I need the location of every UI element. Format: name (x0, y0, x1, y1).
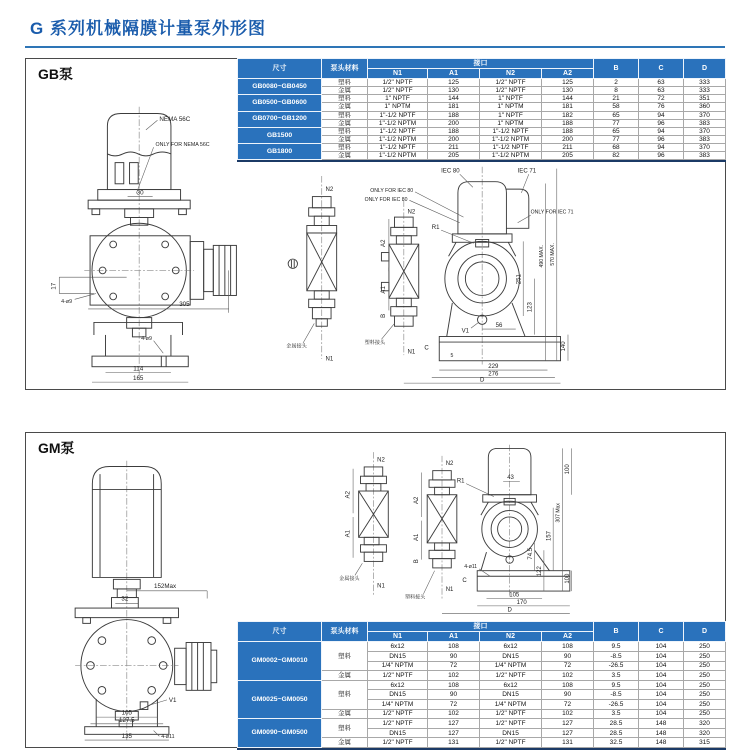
spec-value-cell: 72 (639, 95, 684, 103)
spec-value-cell: DN15 (368, 728, 428, 738)
spec-value-cell: 108 (428, 642, 480, 652)
dim-label: 114 (133, 365, 144, 373)
dim-label: 30 (136, 189, 144, 197)
spec-value-cell: 63 (639, 87, 684, 95)
flow-direction-symbol (288, 259, 297, 268)
spec-value-cell: 96 (639, 135, 684, 143)
material-cell: 塑料 (322, 719, 368, 738)
spec-value-cell: 250 (684, 661, 726, 671)
spec-value-cell: 182 (542, 111, 594, 119)
spec-value-cell: 1" NPTF (368, 95, 428, 103)
port-label: N2 (325, 186, 334, 193)
model-range-cell: GB0700~GB1200 (238, 111, 322, 127)
part-label: V1 (461, 328, 470, 335)
spec-value-cell: -8.5 (594, 652, 639, 662)
spec-value-cell: 104 (639, 700, 684, 710)
spec-value-cell: 1"-1/2 NPTF (368, 127, 428, 135)
spec-value-cell: 68 (594, 144, 639, 152)
spec-row (238, 642, 726, 652)
spec-value-cell: 104 (639, 680, 684, 690)
dim-label: 4-ø9 (61, 299, 73, 306)
spec-value-cell: 205 (428, 152, 480, 160)
dim-label: 100 (564, 573, 571, 584)
col-size: 尺寸 (238, 622, 322, 642)
port-label: N1 (325, 356, 334, 363)
spec-value-cell: 1"-1/2 NPTM (368, 152, 428, 160)
dim-label: 229 (488, 364, 499, 371)
spec-value-cell: 1/2" NPTF (368, 671, 428, 681)
col-a1: A1 (428, 69, 480, 79)
material-cell: 塑料 (322, 144, 368, 152)
spec-value-cell: 127 (542, 719, 594, 729)
spec-value-cell: 333 (684, 79, 726, 87)
spec-value-cell: 188 (542, 127, 594, 135)
port-label: N1 (407, 349, 416, 356)
spec-value-cell: 1/2" NPTF (368, 719, 428, 729)
spec-value-cell: 108 (542, 642, 594, 652)
spec-value-cell: 1/2" NPTF (368, 79, 428, 87)
material-cell: 金属 (322, 709, 368, 719)
part-label: V1 (168, 696, 177, 704)
col-interface: 接口 (368, 59, 594, 69)
port-label: N2 (445, 461, 454, 468)
spec-value-cell: 96 (639, 152, 684, 160)
spec-value-cell: 94 (639, 144, 684, 152)
col-n1: N1 (368, 632, 428, 642)
spec-value-cell: 6x12 (480, 642, 542, 652)
dim-label: 32 (121, 595, 129, 603)
dim-label: B (381, 313, 388, 318)
part-label: R1 (456, 478, 465, 485)
model-range-cell: GB1800 (238, 144, 322, 160)
dim-label: 100 (564, 464, 571, 475)
spec-row (238, 95, 726, 103)
note-label: ONLY FOR IEC 80 (364, 197, 408, 204)
motor-standard-label: IEC 71 (517, 168, 537, 175)
col-a2: A2 (542, 69, 594, 79)
dim-label: 170 (516, 600, 527, 607)
spec-value-cell: 148 (639, 728, 684, 738)
spec-value-cell: 127 (428, 728, 480, 738)
spec-value-cell: 250 (684, 671, 726, 681)
header-row (238, 622, 726, 632)
spec-value-cell: 1"-1/2 NPTM (368, 119, 428, 127)
spec-value-cell: 1" NPTM (480, 119, 542, 127)
plastic-connector-label: 塑料接头 (364, 339, 386, 346)
spec-value-cell: 104 (639, 690, 684, 700)
spec-value-cell: 65 (594, 127, 639, 135)
spec-value-cell: 108 (428, 680, 480, 690)
dim-label: C (424, 345, 429, 352)
spec-value-cell: 58 (594, 103, 639, 111)
material-cell: 塑料 (322, 127, 368, 135)
spec-value-cell: 125 (542, 79, 594, 87)
spec-value-cell: 8 (594, 87, 639, 95)
dim-label: C (462, 577, 467, 584)
col-c: C (639, 622, 684, 642)
spec-value-cell: DN15 (480, 728, 542, 738)
spec-value-cell: 250 (684, 700, 726, 710)
dim-label: 251 (516, 274, 523, 285)
spec-value-cell: 181 (428, 103, 480, 111)
dim-label: 490 MAX. (538, 244, 545, 268)
dim-label: B (413, 559, 420, 564)
material-cell: 金属 (322, 87, 368, 95)
material-cell: 金属 (322, 103, 368, 111)
spec-value-cell: 72 (428, 661, 480, 671)
gb-section-label: GB泵 (38, 66, 73, 82)
spec-row (238, 111, 726, 119)
dim-label: 56 (495, 323, 503, 330)
gm-front-view-drawing (46, 455, 243, 742)
model-range-cell: GB0500~GB0600 (238, 95, 322, 111)
material-cell: 塑料 (322, 95, 368, 103)
spec-value-cell: 90 (428, 652, 480, 662)
base-outline (477, 571, 570, 591)
spec-value-cell: 200 (428, 119, 480, 127)
spec-value-cell: 370 (684, 144, 726, 152)
dim-label: 74.5 (527, 547, 534, 560)
spec-value-cell: 102 (428, 709, 480, 719)
spec-value-cell: 77 (594, 135, 639, 143)
spec-value-cell: 1/2" NPTF (480, 738, 542, 748)
spec-value-cell: -26.5 (594, 700, 639, 710)
spec-value-cell: 102 (542, 671, 594, 681)
model-range-cell: GM0002~GM0010 (238, 642, 322, 680)
model-range-cell: GM0025~GM0050 (238, 680, 322, 718)
spec-value-cell: 28.5 (594, 719, 639, 729)
col-material: 泵头材料 (322, 59, 368, 79)
spec-value-cell: 1/2" NPTF (480, 87, 542, 95)
material-cell: 塑料 (322, 111, 368, 119)
spec-value-cell: 9.5 (594, 680, 639, 690)
spec-value-cell: 1"-1/2 NPTM (480, 135, 542, 143)
material-cell: 金属 (322, 152, 368, 160)
note-label: ONLY FOR NEMA 56C (155, 142, 210, 149)
col-size: 尺寸 (238, 59, 322, 79)
spec-value-cell: 96 (639, 119, 684, 127)
dim-label: A2 (345, 491, 352, 499)
spec-value-cell: 144 (428, 95, 480, 103)
gm-side-view-drawing (331, 441, 591, 617)
dim-label: 307 Max (555, 503, 562, 523)
dim-label: 4-ø9 (141, 335, 152, 342)
dim-label: 305 (179, 301, 190, 309)
dim-label: 4-ø11 (464, 563, 478, 570)
spec-value-cell: 131 (428, 738, 480, 748)
col-interface: 接口 (368, 622, 594, 632)
dim-label: 165 (132, 375, 144, 383)
spec-value-cell: 77 (594, 119, 639, 127)
col-d: D (684, 59, 726, 79)
material-cell: 金属 (322, 671, 368, 681)
spec-value-cell: -8.5 (594, 690, 639, 700)
spec-value-cell: 250 (684, 652, 726, 662)
spec-value-cell: 9.5 (594, 642, 639, 652)
col-a1: A1 (428, 632, 480, 642)
col-a2: A2 (542, 632, 594, 642)
dim-label: A1 (345, 529, 352, 538)
col-material: 泵头材料 (322, 622, 368, 642)
spec-value-cell: 1" NPTM (368, 103, 428, 111)
spec-value-cell: 1"-1/2 NPTF (480, 127, 542, 135)
spec-value-cell: 76 (639, 103, 684, 111)
spec-value-cell: 1/4" NPTM (480, 700, 542, 710)
dim-label: 17 (50, 282, 58, 290)
spec-value-cell: 1"-1/2 NPTM (368, 135, 428, 143)
spec-value-cell: 125 (428, 79, 480, 87)
spec-value-cell: 144 (542, 95, 594, 103)
spec-value-cell: 6x12 (368, 642, 428, 652)
spec-value-cell: 1" NPTF (480, 95, 542, 103)
port-label: N1 (377, 583, 385, 590)
spec-value-cell: 148 (639, 738, 684, 748)
spec-row (238, 719, 726, 729)
spec-value-cell: 205 (542, 152, 594, 160)
spec-value-cell: 104 (639, 709, 684, 719)
dim-label: A2 (381, 239, 388, 247)
gm-dimension-table (237, 621, 726, 748)
spec-value-cell: 90 (428, 690, 480, 700)
page-title: G 系列机械隔膜计量泵外形图 (30, 19, 266, 38)
spec-value-cell: 82 (594, 152, 639, 160)
spec-value-cell: 1"-1/2 NPTF (480, 144, 542, 152)
adjust-knob (186, 643, 211, 691)
spec-value-cell: 1/4" NPTM (368, 661, 428, 671)
spec-value-cell: 1/4" NPTM (480, 661, 542, 671)
spec-value-cell: 90 (542, 652, 594, 662)
spec-value-cell: 1"-1/2 NPTF (368, 111, 428, 119)
spec-value-cell: 72 (542, 700, 594, 710)
model-range-cell: GB0080~GB0450 (238, 79, 322, 95)
dim-label: 127.5 (119, 716, 135, 724)
spec-value-cell: 1"-1/2 NPTM (480, 152, 542, 160)
spec-row (238, 144, 726, 152)
base-outline (439, 336, 560, 360)
spec-value-cell: 104 (639, 671, 684, 681)
spec-value-cell: 211 (542, 144, 594, 152)
metal-connector-label: 金属接头 (339, 575, 360, 582)
spec-value-cell: 108 (542, 680, 594, 690)
spec-value-cell: 1/2" NPTF (368, 87, 428, 95)
dim-label: 105 (121, 709, 132, 717)
metal-connector-label: 金属接头 (286, 343, 307, 350)
motor-standard-label: IEC 80 (441, 168, 460, 175)
spec-value-cell: 90 (542, 690, 594, 700)
spec-value-cell: 2 (594, 79, 639, 87)
spec-value-cell: 320 (684, 728, 726, 738)
spec-value-cell: 250 (684, 690, 726, 700)
col-c: C (639, 59, 684, 79)
model-range-cell: GM0090~GM0500 (238, 719, 322, 748)
spec-value-cell: 250 (684, 642, 726, 652)
spec-value-cell: 188 (428, 127, 480, 135)
spec-value-cell: 104 (639, 652, 684, 662)
gm-section-label: GM泵 (38, 440, 75, 456)
spec-value-cell: 6x12 (480, 680, 542, 690)
spec-value-cell: DN15 (368, 690, 428, 700)
spec-value-cell: 1/4" NPTM (368, 700, 428, 710)
spec-value-cell: DN15 (480, 652, 542, 662)
spec-value-cell: 1/2" NPTF (480, 709, 542, 719)
spec-value-cell: -26.5 (594, 661, 639, 671)
dim-label: A1 (381, 286, 388, 294)
material-cell: 金属 (322, 738, 368, 748)
spec-value-cell: 188 (542, 119, 594, 127)
spec-value-cell: 148 (639, 719, 684, 729)
spec-value-cell: DN15 (480, 690, 542, 700)
spec-value-cell: 6x12 (368, 680, 428, 690)
dim-label: 43 (507, 474, 514, 481)
spec-value-cell: 1/2" NPTF (368, 709, 428, 719)
dim-label: A1 (413, 533, 420, 542)
spec-value-cell: 360 (684, 103, 726, 111)
spec-value-cell: 65 (594, 111, 639, 119)
spec-value-cell: 63 (639, 79, 684, 87)
spec-value-cell: 21 (594, 95, 639, 103)
dim-label: 135 (121, 733, 132, 741)
spec-value-cell: 32.5 (594, 738, 639, 748)
col-b: B (594, 622, 639, 642)
model-range-cell: GB1500 (238, 127, 322, 143)
spec-value-cell: 188 (428, 111, 480, 119)
spec-value-cell: 127 (542, 728, 594, 738)
spec-value-cell: 315 (684, 738, 726, 748)
spec-value-cell: 370 (684, 127, 726, 135)
motor-standard-label: NEMA 56C (159, 116, 191, 124)
dim-label: A2 (413, 496, 420, 504)
spec-value-cell: 72 (428, 700, 480, 710)
spec-row (238, 79, 726, 87)
gb-section (25, 58, 726, 390)
spec-value-cell: 383 (684, 135, 726, 143)
material-cell: 塑料 (322, 79, 368, 87)
dim-label: 570 MAX. (549, 243, 556, 266)
col-n1: N1 (368, 69, 428, 79)
dim-label: 4-ø11 (161, 734, 175, 741)
spec-value-cell: 1/2" NPTF (480, 671, 542, 681)
dim-label: D (507, 607, 512, 614)
port-label: N2 (377, 457, 385, 464)
spec-value-cell: 3.5 (594, 671, 639, 681)
material-cell: 塑料 (322, 642, 368, 671)
spec-value-cell: 3.5 (594, 709, 639, 719)
col-n2: N2 (480, 69, 542, 79)
spec-value-cell: 200 (428, 135, 480, 143)
spec-value-cell: 131 (542, 738, 594, 748)
gm-section (25, 432, 726, 748)
spec-value-cell: 104 (639, 642, 684, 652)
spec-value-cell: 250 (684, 680, 726, 690)
header-row (238, 59, 726, 69)
spec-value-cell: 383 (684, 152, 726, 160)
col-b: B (594, 59, 639, 79)
spec-value-cell: 130 (542, 87, 594, 95)
spec-value-cell: 370 (684, 111, 726, 119)
plastic-connector-label: 塑料接头 (404, 594, 426, 601)
port-label: N2 (407, 209, 416, 216)
spec-value-cell: 130 (428, 87, 480, 95)
dim-label: 157 (546, 530, 553, 542)
spec-value-cell: 72 (542, 661, 594, 671)
spec-value-cell: 94 (639, 111, 684, 119)
port-label: N1 (445, 587, 454, 594)
material-cell: 金属 (322, 119, 368, 127)
dim-label: 276 (488, 371, 499, 378)
dim-label: 122 (537, 566, 544, 577)
spec-value-cell: 1/2" NPTF (480, 79, 542, 87)
gb-side-view-drawing (274, 163, 584, 385)
dim-label: 152Max (154, 582, 177, 590)
spec-value-cell: 104 (639, 661, 684, 671)
note-label: ONLY FOR IEC 71 (530, 209, 574, 216)
spec-value-cell: 94 (639, 127, 684, 135)
spec-value-cell: 1"-1/2 NPTF (368, 144, 428, 152)
gb-front-view-drawing (38, 101, 249, 385)
spec-value-cell: 383 (684, 119, 726, 127)
part-label: R1 (431, 225, 440, 232)
title-divider (25, 46, 725, 48)
spec-value-cell: 200 (542, 135, 594, 143)
dim-label: 105 (509, 592, 520, 599)
spec-value-cell: 1/2" NPTF (368, 738, 428, 748)
spec-row (238, 680, 726, 690)
dim-label: 123 (527, 302, 534, 313)
material-cell: 塑料 (322, 680, 368, 709)
spec-value-cell: 1/2" NPTF (480, 719, 542, 729)
spec-value-cell: 1" NPTF (480, 111, 542, 119)
note-label: ONLY FOR IEC 80 (370, 187, 414, 194)
spec-value-cell: 181 (542, 103, 594, 111)
spec-value-cell: 28.5 (594, 728, 639, 738)
spec-row (238, 127, 726, 135)
spec-value-cell: 320 (684, 719, 726, 729)
spec-value-cell: 333 (684, 87, 726, 95)
dim-label: 5 (450, 353, 454, 360)
spec-value-cell: 102 (428, 671, 480, 681)
gb-dimension-table (237, 58, 726, 160)
spec-value-cell: DN15 (368, 652, 428, 662)
spec-value-cell: 250 (684, 709, 726, 719)
dim-label: 140 (561, 341, 568, 352)
spec-value-cell: 211 (428, 144, 480, 152)
col-d: D (684, 622, 726, 642)
spec-value-cell: 102 (542, 709, 594, 719)
dim-label: D (479, 377, 485, 384)
col-n2: N2 (480, 632, 542, 642)
spec-value-cell: 351 (684, 95, 726, 103)
spec-value-cell: 127 (428, 719, 480, 729)
material-cell: 金属 (322, 135, 368, 143)
spec-value-cell: 1" NPTM (480, 103, 542, 111)
